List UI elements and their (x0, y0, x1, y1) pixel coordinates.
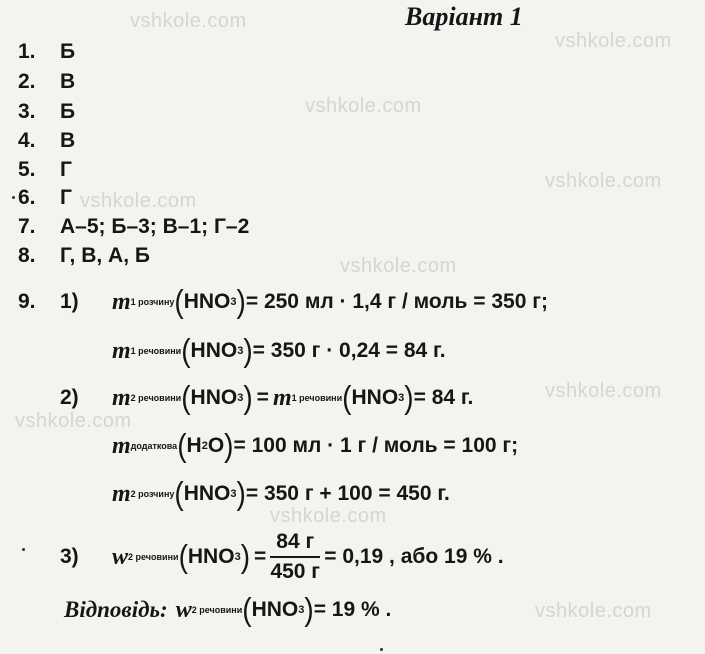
formula-index: 3 (234, 551, 241, 563)
answer-item (18, 100, 75, 124)
formula-index: 3 (237, 392, 244, 404)
open-paren: ( (177, 427, 187, 464)
answer-number: 8. (18, 244, 36, 267)
watermark: vshkole.com (15, 410, 132, 432)
expression: = 84 г. (413, 386, 474, 409)
mass-fraction-symbol: w (112, 543, 129, 570)
fraction-numerator: 84 г (270, 530, 320, 558)
close-paren: ) (404, 379, 414, 416)
answer-item (18, 40, 75, 64)
watermark: vshkole.com (305, 95, 422, 117)
scan-speck (380, 648, 383, 651)
open-paren: ( (342, 379, 352, 416)
expression: = 100 мл · 1 г / моль = 100 г; (233, 434, 519, 457)
formula: H (186, 434, 202, 457)
answer-number: 7. (18, 215, 36, 238)
answer-text: Б (60, 40, 76, 63)
expression: = 0,19 , або 19 % . (324, 545, 504, 568)
close-paren: ) (243, 332, 253, 369)
watermark: vshkole.com (545, 170, 662, 192)
expression: = 350 г · 0,24 = 84 г. (252, 339, 446, 362)
answer-number: 4. (18, 129, 36, 152)
answer-number: 5. (18, 158, 36, 181)
answer-text: Г, В, А, Б (60, 244, 150, 267)
expression: = 350 г + 100 = 450 г. (245, 482, 450, 505)
watermark: vshkole.com (80, 190, 197, 212)
mass-subscript: 1 речовини (291, 393, 343, 403)
open-paren: ( (178, 538, 188, 575)
formula: HNO (251, 598, 299, 621)
answer-text: Г (60, 158, 72, 181)
close-paren: ) (224, 427, 234, 464)
formula-tail: O (207, 434, 225, 457)
formula-index: 2 (201, 440, 208, 452)
mass-symbol: m (112, 288, 131, 315)
close-paren: ) (240, 538, 251, 575)
answer-number: 2. (18, 70, 36, 93)
watermark: vshkole.com (535, 600, 652, 622)
mass-subscript: 2 речовини (128, 552, 179, 562)
watermark: vshkole.com (270, 505, 387, 527)
answer-item (18, 70, 75, 94)
answer-label: Відповідь: (64, 597, 168, 622)
answer-text: Б (60, 100, 76, 123)
page-title: Варіант 1 (405, 2, 523, 31)
open-paren: ( (174, 283, 184, 320)
watermark: vshkole.com (130, 10, 247, 32)
answer-number: 1. (18, 40, 36, 63)
formula: HNO (190, 386, 238, 409)
solution-line-4 (112, 427, 519, 464)
close-paren: ) (243, 379, 253, 416)
equals-sign: = (256, 386, 269, 409)
mass-symbol: m (112, 337, 131, 364)
fraction (270, 530, 320, 584)
answer-number: 6. (18, 186, 36, 209)
answer-item (18, 215, 249, 239)
formula-index: 3 (230, 296, 237, 308)
mass-subscript: 2 розчину (130, 489, 175, 499)
formula: HNO (190, 339, 238, 362)
solution-line-3 (60, 379, 474, 416)
open-paren: ( (174, 475, 184, 512)
answer-text: Г (60, 186, 72, 209)
scan-speck (12, 196, 15, 199)
answer-text: В (60, 129, 76, 152)
answer-item (18, 244, 150, 268)
formula: HNO (183, 290, 231, 313)
mass-symbol: m (112, 384, 131, 411)
fraction-denominator: 450 г (270, 560, 321, 583)
mass-subscript: 1 розчину (130, 297, 175, 307)
formula-index: 3 (230, 488, 237, 500)
watermark: vshkole.com (555, 30, 672, 52)
answer-item (18, 186, 72, 210)
mass-subscript: 1 речовини (130, 346, 182, 356)
formula: HNO (187, 545, 235, 568)
close-paren: ) (236, 283, 246, 320)
formula: HNO (183, 482, 231, 505)
mass-subscript: додаткова (130, 441, 178, 451)
solution-line-5 (112, 475, 450, 512)
formula-index: 3 (237, 345, 244, 357)
open-paren: ( (181, 332, 191, 369)
mass-symbol: m (112, 432, 131, 459)
watermark: vshkole.com (545, 380, 662, 402)
answer-item (18, 158, 72, 182)
step-label: 3) (60, 545, 79, 568)
mass-symbol: m (112, 480, 131, 507)
mass-subscript: 2 речовини (130, 393, 182, 403)
expression: = 19 % . (313, 598, 392, 621)
watermark: vshkole.com (340, 255, 457, 277)
solution-number: 9. (18, 290, 36, 313)
solution-line-6 (60, 530, 504, 584)
close-paren: ) (236, 475, 246, 512)
answer-text: А–5; Б–3; В–1; Г–2 (60, 215, 250, 238)
formula-index: 3 (298, 604, 305, 616)
final-answer (64, 591, 392, 628)
open-paren: ( (242, 591, 252, 628)
answer-number: 3. (18, 100, 36, 123)
step-label: 2) (60, 386, 79, 409)
mass-subscript: 2 речовини (191, 605, 243, 615)
solution-line-1 (18, 283, 548, 320)
close-paren: ) (304, 591, 314, 628)
answer-item (18, 129, 75, 153)
formula: HNO (351, 386, 399, 409)
scan-speck (22, 548, 25, 551)
solution-line-2 (112, 332, 446, 369)
open-paren: ( (181, 379, 191, 416)
step-label: 1) (60, 290, 79, 313)
mass-symbol: m (272, 384, 292, 411)
equals-sign: = (254, 545, 267, 568)
expression: = 250 мл · 1,4 г / моль = 350 г; (245, 290, 548, 313)
answer-text: В (60, 70, 76, 93)
formula-index: 3 (398, 392, 405, 404)
mass-fraction-symbol: w (175, 596, 192, 623)
